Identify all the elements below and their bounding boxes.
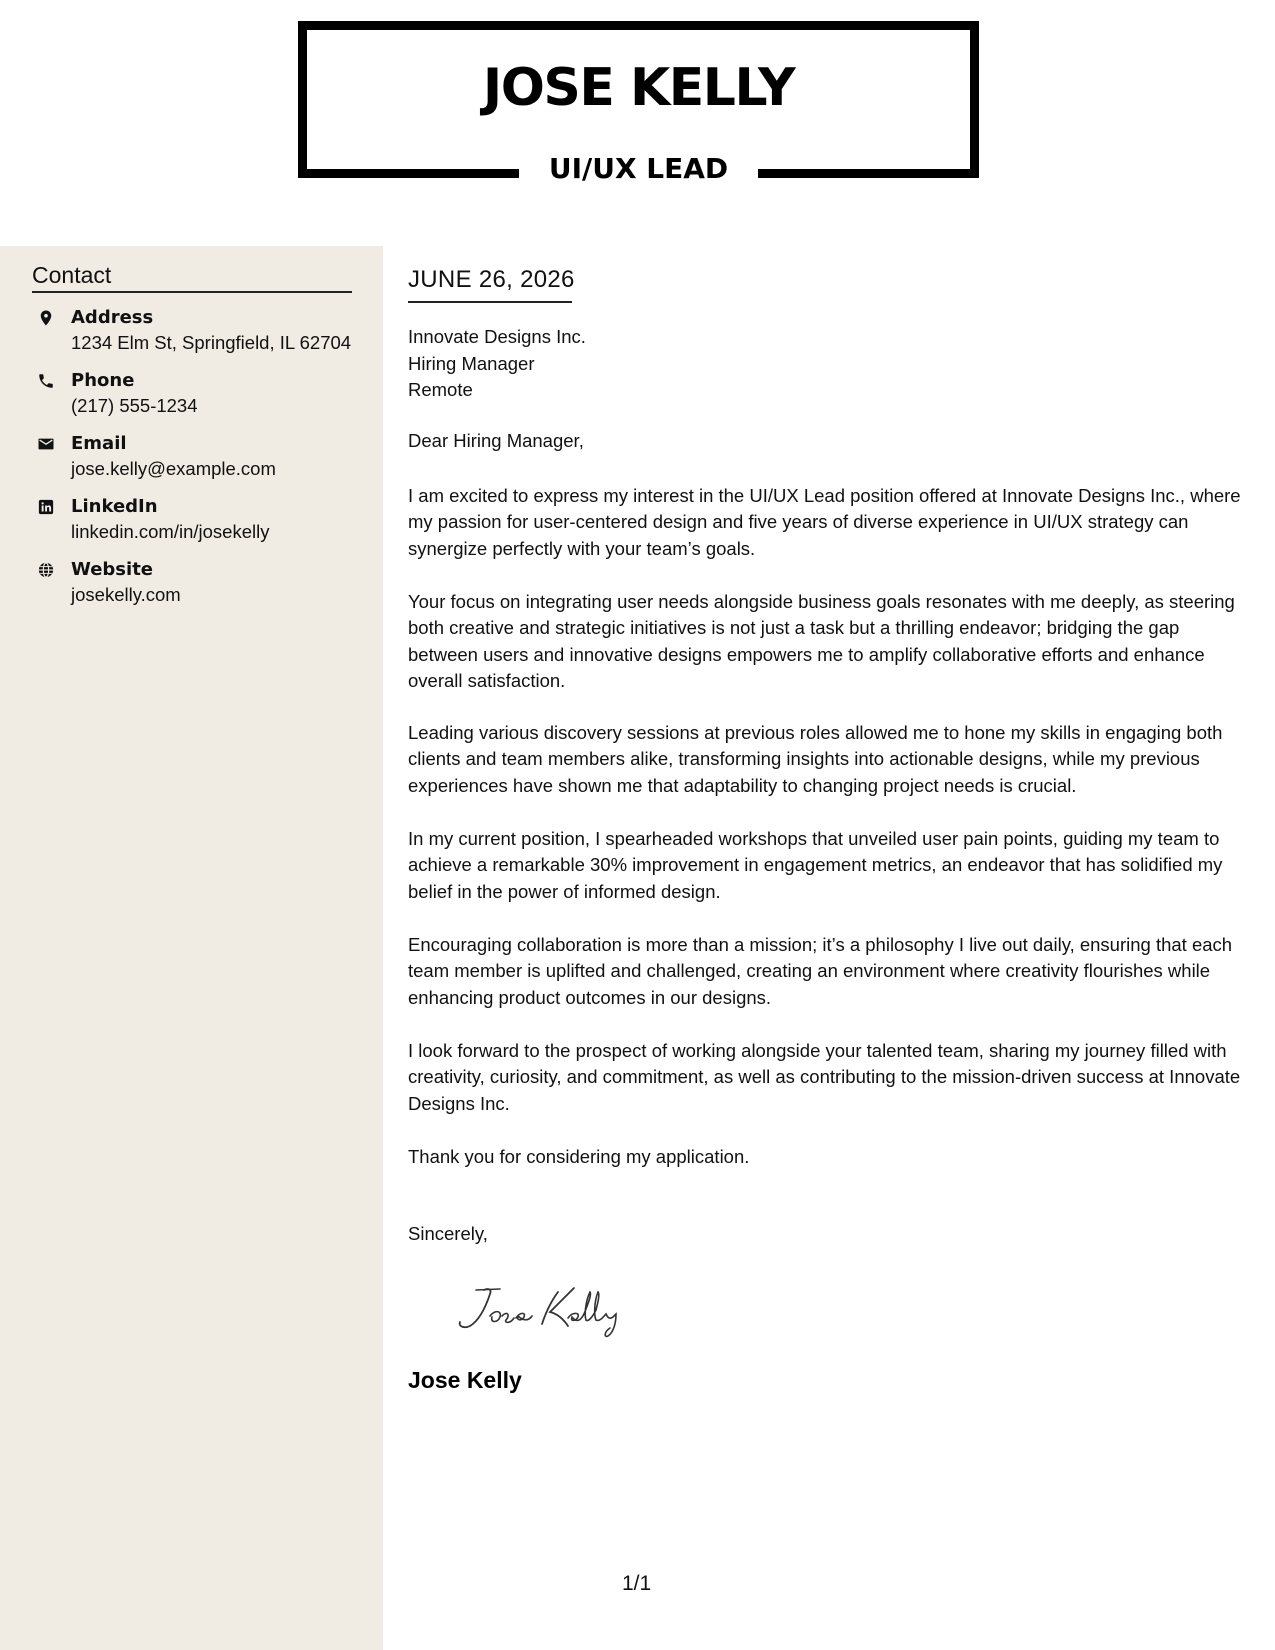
- globe-icon: [36, 560, 56, 580]
- date-divider: [408, 301, 572, 303]
- letter-paragraph: Leading various discovery sessions at previous roles allowed me to hone my skills in engaging both clients and team members alike, transforming insights into actionable designs, while my previous experiences have shown me that adaptability to changing project needs is crucial.: [408, 722, 1223, 796]
- phone-icon: [36, 371, 56, 391]
- recipient-location: Remote: [408, 379, 473, 400]
- applicant-role: UI/UX LEAD: [548, 152, 729, 185]
- contact-label: LinkedIn: [71, 496, 158, 517]
- recipient-block: [408, 324, 586, 404]
- contact-label: Phone: [71, 370, 135, 391]
- contact-value: 1234 Elm St, Springfield, IL 62704: [71, 332, 352, 353]
- contact-sidebar: [0, 246, 383, 1650]
- envelope-icon: [36, 434, 56, 454]
- contact-value: (217) 555-1234: [71, 395, 198, 416]
- letter-date: JUNE 26, 2026: [408, 266, 575, 293]
- applicant-name: JOSE KELLY: [482, 58, 795, 118]
- letter-closing: Sincerely,: [408, 1223, 488, 1244]
- letter-paragraph: Thank you for considering my application.: [408, 1146, 750, 1167]
- contact-value: linkedin.com/in/josekelly: [71, 521, 270, 542]
- signer-name: Jose Kelly: [408, 1367, 522, 1393]
- contact-heading: Contact: [32, 262, 112, 288]
- salutation: Dear Hiring Manager,: [408, 430, 584, 451]
- contact-label: Website: [71, 559, 154, 580]
- letter-paragraph: I look forward to the prospect of working alongside your talented team, sharing my journey filled with creativity, curiosity, and commitment, as well as contributing to the mission-driven success at Innovate Designs Inc.: [408, 1040, 1241, 1114]
- recipient-company: Innovate Designs Inc.: [408, 326, 586, 347]
- recipient-title: Hiring Manager: [408, 352, 535, 374]
- map-pin-icon: [36, 308, 56, 328]
- contact-label: Email: [71, 433, 127, 454]
- letter-paragraph: Encouraging collaboration is more than a mission; it’s a philosophy I live out daily, ensuring that each team member is uplifted and challenged, creating an environment where creativity flourishes while enhancing product outcomes in our designs.: [408, 934, 1233, 1008]
- contact-label: Address: [71, 307, 154, 328]
- contact-value: jose.kelly@example.com: [71, 458, 276, 479]
- page-number: 1/1: [622, 1572, 652, 1595]
- contact-value: josekelly.com: [71, 584, 181, 605]
- linkedin-icon: [36, 497, 56, 517]
- letter-paragraph: Your focus on integrating user needs alongside business goals resonates with me deeply, as steering both creative and strategic initiatives is not just a task but a thrilling endeavor; bridging the gap between users and innovative designs empowers me to amplify collaborative efforts and enhance overall satisfaction.: [408, 591, 1235, 691]
- handwritten-signature: [454, 1280, 654, 1340]
- contact-divider: [32, 291, 352, 293]
- letter-paragraph: I am excited to express my interest in the UI/UX Lead position offered at Innovate Designs Inc., where my passion for user-centered design and five years of diverse experience in UI/UX strategy can synergize perfectly with your team’s goals.: [408, 485, 1241, 559]
- letter-paragraph: In my current position, I spearheaded workshops that unveiled user pain points, guiding my team to achieve a remarkable 30% improvement in engagement metrics, an endeavor that has solidified my belief in the power of informed design.: [408, 828, 1223, 902]
